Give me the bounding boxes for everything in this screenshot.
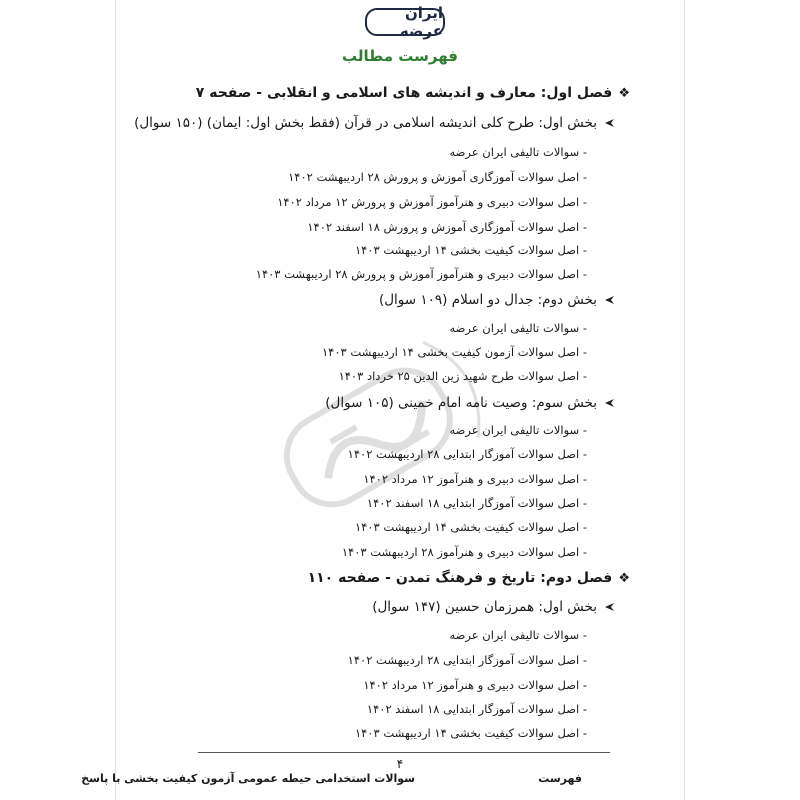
chapter-2-heading[interactable] xyxy=(308,570,630,586)
toc-item[interactable]: - اصل سوالات کیفیت بخشی ۱۴ اردیبهشت ۱۴۰۳ xyxy=(354,726,587,740)
diamond-bullet-icon: ❖ xyxy=(618,570,630,586)
chapter-title: فصل اول: معارف و اندیشه های اسلامی و انقلابی - صفحه ۷ xyxy=(195,85,613,101)
chapter-2-section-1-heading[interactable] xyxy=(372,599,615,615)
chapter-title: فصل دوم: تاریخ و فرهنگ تمدن - صفحه ۱۱۰ xyxy=(307,570,613,586)
toc-item[interactable]: - اصل سوالات آموزگاری آموزش و پرورش ۱۸ اسفند ۱۴۰۲ xyxy=(307,220,587,234)
section-title: بخش سوم: وصیت نامه امام خمینی (۱۰۵ سوال) xyxy=(325,395,597,411)
toc-item[interactable]: - اصل سوالات دبیری و هنرآموز ۱۲ مرداد ۱۴۰۲ xyxy=(363,472,587,486)
arrow-bullet-icon xyxy=(603,117,615,129)
brand-logo xyxy=(365,4,445,40)
logo-text: ایران عرضه xyxy=(399,4,443,40)
toc-item[interactable]: - اصل سوالات آموزگار ابتدایی ۱۸ اسفند ۱۴۰۲ xyxy=(366,702,587,716)
chapter-1-section-3-heading[interactable] xyxy=(325,395,615,411)
diamond-bullet-icon: ❖ xyxy=(618,85,630,101)
section-title: بخش دوم: جدال دو اسلام (۱۰۹ سوال) xyxy=(378,292,597,308)
toc-item[interactable]: - اصل سوالات دبیری و هنرآموز آموزش و پرورش ۱۲ مرداد ۱۴۰۲ xyxy=(277,195,587,209)
chapter-1-section-2-heading[interactable] xyxy=(379,292,615,308)
section-title: بخش اول: طرح کلی اندیشه اسلامی در قرآن (فقط بخش اول: ایمان) (۱۵۰ سوال) xyxy=(134,115,597,131)
toc-item[interactable]: - اصل سوالات آموزگار ابتدایی ۲۸ اردیبهشت ۱۴۰۲ xyxy=(347,653,587,667)
footer-divider xyxy=(198,752,610,753)
toc-item[interactable]: - اصل سوالات دبیری و هنرآموز آموزش و پرورش ۲۸ اردیبهشت ۱۴۰۳ xyxy=(255,267,587,281)
chapter-1-section-1-heading[interactable] xyxy=(134,115,615,131)
logo-frame xyxy=(365,4,445,40)
toc-item[interactable]: - اصل سوالات طرح شهید زین الدین ۲۵ خرداد ۱۴۰۳ xyxy=(338,369,587,383)
page-number: ۴ xyxy=(396,757,404,771)
toc-item[interactable]: - اصل سوالات دبیری و هنرآموز ۱۲ مرداد ۱۴۰۲ xyxy=(363,678,587,692)
toc-item[interactable]: - اصل سوالات آموزگاری آموزش و پرورش ۲۸ اردیبهشت ۱۴۰۲ xyxy=(288,170,587,184)
toc-item[interactable]: - اصل سوالات آموزگار ابتدایی ۱۸ اسفند ۱۴۰۲ xyxy=(366,496,587,510)
arrow-bullet-icon xyxy=(603,294,615,306)
footer-section-name: فهرست xyxy=(538,772,582,785)
toc-title: فهرست مطالب xyxy=(342,47,458,65)
toc-item[interactable]: - اصل سوالات آموزگار ابتدایی ۲۸ اردیبهشت ۱۴۰۲ xyxy=(347,447,587,461)
toc-item[interactable]: - سوالات تالیفی ایران عرضه xyxy=(449,145,587,159)
toc-item[interactable]: - سوالات تالیفی ایران عرضه xyxy=(449,628,587,642)
section-title: بخش اول: همرزمان حسین (۱۴۷ سوال) xyxy=(372,599,597,615)
arrow-bullet-icon xyxy=(603,397,615,409)
toc-item[interactable]: - سوالات تالیفی ایران عرضه xyxy=(449,321,587,335)
toc-item[interactable]: - اصل سوالات آزمون کیفیت بخشی ۱۴ اردیبهشت ۱۴۰۳ xyxy=(322,345,587,359)
arrow-bullet-icon xyxy=(603,601,615,613)
footer-book-title: سوالات استخدامی حیطه عمومی آزمون کیفیت بخشی با پاسخ xyxy=(81,772,415,785)
toc-item[interactable]: - اصل سوالات کیفیت بخشی ۱۴ اردیبهشت ۱۴۰۳ xyxy=(354,243,587,257)
chapter-1-heading[interactable] xyxy=(196,85,630,101)
toc-item[interactable]: - سوالات تالیفی ایران عرضه xyxy=(449,423,587,437)
toc-item[interactable]: - اصل سوالات کیفیت بخشی ۱۴ اردیبهشت ۱۴۰۳ xyxy=(354,520,587,534)
toc-item[interactable]: - اصل سوالات دبیری و هنرآموز ۲۸ اردیبهشت ۱۴۰۳ xyxy=(341,545,587,559)
